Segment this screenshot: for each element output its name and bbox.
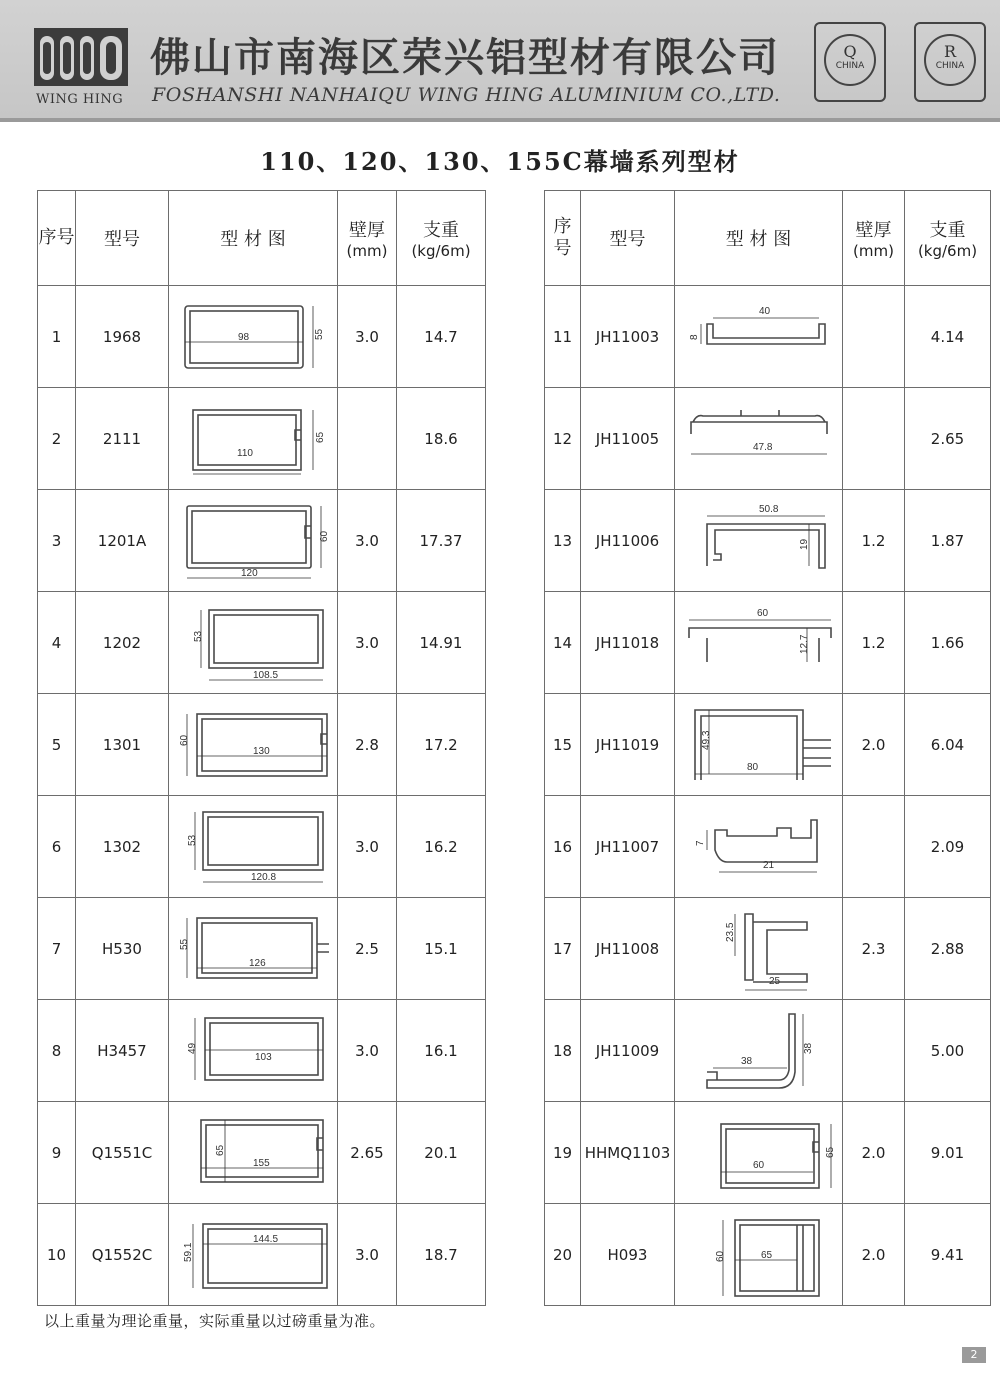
- profile-table-right: [544, 190, 991, 1306]
- row-thickness: 3.0: [338, 286, 397, 388]
- row-weight: 9.01: [905, 1102, 991, 1204]
- profile-figure: [169, 1000, 338, 1102]
- row-model: H3457: [76, 1000, 169, 1102]
- profile-drawing: [679, 802, 839, 892]
- profile-drawing: [679, 1210, 839, 1300]
- dim-height: 12.7: [798, 634, 810, 654]
- row-thickness: 3.0: [338, 796, 397, 898]
- row-model: JH11003: [581, 286, 675, 388]
- row-seq: 8: [38, 1000, 76, 1102]
- row-weight: 14.91: [397, 592, 486, 694]
- weight-label: 支重: [423, 220, 459, 241]
- row-seq: 12: [545, 388, 581, 490]
- dim-height: 60: [179, 734, 190, 746]
- profile-figure: [169, 1204, 338, 1306]
- dim-height: 55: [314, 328, 325, 340]
- profile-drawing: [173, 496, 333, 586]
- profile-figure: [169, 898, 338, 1000]
- profile-figure: [675, 898, 843, 1000]
- weight-unit: (kg/6m): [917, 242, 978, 260]
- table-row: [545, 1102, 991, 1204]
- profile-figure: [675, 1204, 843, 1306]
- page-number: 2: [962, 1347, 986, 1363]
- row-thickness: 2.0: [843, 1102, 905, 1204]
- profile-figure: [675, 1102, 843, 1204]
- row-thickness: [843, 1000, 905, 1102]
- profile-figure: [675, 286, 843, 388]
- profile-figure: [675, 694, 843, 796]
- dim-height: 38: [802, 1042, 814, 1054]
- row-model: 1302: [76, 796, 169, 898]
- row-model: 1301: [76, 694, 169, 796]
- quality-cert-icon: [824, 34, 876, 86]
- table-row: [545, 286, 991, 388]
- col-seq-header: 序号: [545, 191, 581, 286]
- profile-drawing: [679, 598, 839, 688]
- table-row: [545, 898, 991, 1000]
- row-thickness: 3.0: [338, 1204, 397, 1306]
- row-seq: 9: [38, 1102, 76, 1204]
- company-name-en: FOSHANSHI NANHAIQU WING HING ALUMINIUM CO.,LTD.: [152, 84, 781, 106]
- row-weight: 20.1: [397, 1102, 486, 1204]
- row-thickness: 2.5: [338, 898, 397, 1000]
- dim-height: 53: [187, 834, 198, 846]
- thickness-label: 壁厚: [855, 220, 892, 241]
- cert-label: CHINA: [935, 61, 965, 71]
- table-row: [545, 1000, 991, 1102]
- row-weight: 6.04: [905, 694, 991, 796]
- row-weight: 16.1: [397, 1000, 486, 1102]
- row-model: 1202: [76, 592, 169, 694]
- dim-height: 8: [688, 333, 700, 340]
- row-seq: 20: [545, 1204, 581, 1306]
- row-model: JH11008: [581, 898, 675, 1000]
- dim-width: 50.8: [758, 503, 778, 515]
- dim-width: 155: [253, 1157, 270, 1169]
- col-weight-header: [905, 191, 991, 286]
- profile-drawing: [173, 394, 333, 484]
- row-model: HHMQ1103: [581, 1102, 675, 1204]
- row-weight: 4.14: [905, 286, 991, 388]
- row-model: JH11019: [581, 694, 675, 796]
- profile-drawing: [173, 1006, 333, 1096]
- table-row: [38, 490, 486, 592]
- table-row: [38, 796, 486, 898]
- row-model: JH11007: [581, 796, 675, 898]
- profile-figure: [169, 796, 338, 898]
- dim-width: 108.5: [253, 669, 279, 681]
- dim-height: 49: [187, 1042, 198, 1054]
- row-seq: 6: [38, 796, 76, 898]
- row-thickness: 2.8: [338, 694, 397, 796]
- row-model: 2111: [76, 388, 169, 490]
- dim-width: 126: [249, 957, 266, 969]
- row-seq: 1: [38, 286, 76, 388]
- dim-height: 60: [714, 1250, 726, 1262]
- row-seq: 19: [545, 1102, 581, 1204]
- dim-width: 65: [760, 1249, 772, 1261]
- row-model: 1968: [76, 286, 169, 388]
- row-weight: 18.6: [397, 388, 486, 490]
- dim-width: 120: [241, 567, 258, 579]
- profile-drawing: [679, 1108, 839, 1198]
- dim-width: 60: [752, 1159, 764, 1171]
- profile-figure: [169, 1102, 338, 1204]
- company-logo-icon: [34, 28, 128, 86]
- row-thickness: [338, 388, 397, 490]
- row-weight: 2.65: [905, 388, 991, 490]
- dim-width: 40: [758, 305, 770, 317]
- dim-height: 65: [315, 431, 326, 443]
- row-seq: 15: [545, 694, 581, 796]
- table-row: [545, 388, 991, 490]
- cert-letter: Q: [843, 42, 857, 61]
- dim-width: 98: [238, 331, 250, 343]
- profile-drawing: [173, 700, 333, 790]
- profile-drawing: [173, 1108, 333, 1198]
- row-model: JH11018: [581, 592, 675, 694]
- row-thickness: [843, 286, 905, 388]
- row-weight: 16.2: [397, 796, 486, 898]
- profile-drawing: [679, 1006, 839, 1096]
- profile-figure: [675, 388, 843, 490]
- dim-width: 25: [768, 975, 780, 987]
- table-row: [38, 592, 486, 694]
- row-weight: 14.7: [397, 286, 486, 388]
- row-thickness: 2.65: [338, 1102, 397, 1204]
- table-row: [38, 1000, 486, 1102]
- row-model: JH11006: [581, 490, 675, 592]
- row-thickness: 2.0: [843, 694, 905, 796]
- profile-drawing: [173, 1210, 333, 1300]
- dim-height: 53: [193, 630, 204, 642]
- row-thickness: 3.0: [338, 1000, 397, 1102]
- row-weight: 1.87: [905, 490, 991, 592]
- profile-drawing: [679, 904, 839, 994]
- col-thickness-header: [843, 191, 905, 286]
- registration-cert-icon: [924, 34, 976, 86]
- thickness-unit: (mm): [346, 242, 388, 260]
- dim-width: 47.8: [752, 441, 772, 453]
- dim-width: 60: [756, 607, 768, 619]
- row-thickness: 2.0: [843, 1204, 905, 1306]
- table-header-row: [545, 191, 991, 286]
- weight-unit: (kg/6m): [411, 242, 471, 260]
- weight-footnote: 以上重量为理论重量，实际重量以过磅重量为准。: [44, 1312, 386, 1330]
- registration-cert-badge: [914, 22, 986, 102]
- row-thickness: 1.2: [843, 592, 905, 694]
- dim-height: 49.3: [700, 730, 712, 750]
- col-thickness-header: [338, 191, 397, 286]
- row-weight: 15.1: [397, 898, 486, 1000]
- col-model-header: 型号: [76, 191, 169, 286]
- col-seq-header: 序号: [38, 191, 76, 286]
- row-weight: 17.2: [397, 694, 486, 796]
- dim-width: 110: [237, 447, 253, 459]
- row-thickness: 1.2: [843, 490, 905, 592]
- table-row: [38, 1102, 486, 1204]
- row-weight: 18.7: [397, 1204, 486, 1306]
- row-model: JH11009: [581, 1000, 675, 1102]
- dim-width: 103: [255, 1051, 272, 1063]
- row-seq: 5: [38, 694, 76, 796]
- profile-figure: [675, 796, 843, 898]
- row-seq: 11: [545, 286, 581, 388]
- dim-height: 23.5: [724, 922, 736, 942]
- company-name-cn: 佛山市南海区荣兴铝型材有限公司: [150, 34, 780, 81]
- row-seq: 2: [38, 388, 76, 490]
- row-seq: 7: [38, 898, 76, 1000]
- table-row: [38, 898, 486, 1000]
- row-seq: 17: [545, 898, 581, 1000]
- profile-drawing: [173, 598, 333, 688]
- profile-figure: [169, 592, 338, 694]
- row-model: H530: [76, 898, 169, 1000]
- col-model-header: 型号: [581, 191, 675, 286]
- dim-height: 60: [319, 530, 330, 542]
- profile-drawing: [679, 700, 839, 790]
- profile-figure: [675, 592, 843, 694]
- table-row: [545, 490, 991, 592]
- dim-width: 38: [740, 1055, 752, 1067]
- row-thickness: 3.0: [338, 490, 397, 592]
- dim-width: 144.5: [253, 1233, 279, 1245]
- row-weight: 17.37: [397, 490, 486, 592]
- cert-label: CHINA: [835, 61, 865, 71]
- row-seq: 14: [545, 592, 581, 694]
- row-model: JH11005: [581, 388, 675, 490]
- profile-figure: [675, 490, 843, 592]
- profile-drawing: [679, 292, 839, 382]
- row-model: H093: [581, 1204, 675, 1306]
- page-header: [0, 0, 1000, 122]
- logo-text: WING HING: [36, 92, 124, 107]
- row-thickness: [843, 796, 905, 898]
- row-seq: 4: [38, 592, 76, 694]
- dim-width: 120.8: [251, 871, 277, 883]
- profile-drawing: [173, 292, 333, 382]
- table-row: [38, 1204, 486, 1306]
- table-row: [545, 796, 991, 898]
- row-model: Q1552C: [76, 1204, 169, 1306]
- row-seq: 13: [545, 490, 581, 592]
- dim-width: 130: [253, 745, 270, 757]
- dim-height: 65: [824, 1146, 836, 1158]
- col-weight-header: [397, 191, 486, 286]
- row-weight: 9.41: [905, 1204, 991, 1306]
- row-thickness: 3.0: [338, 592, 397, 694]
- thickness-label: 壁厚: [349, 220, 385, 241]
- profile-drawing: [173, 802, 333, 892]
- dim-width: 80: [746, 761, 758, 773]
- profile-drawing: [173, 904, 333, 994]
- profile-figure: [169, 694, 338, 796]
- table-row: [38, 286, 486, 388]
- profile-drawing: [679, 496, 839, 586]
- thickness-unit: (mm): [853, 242, 894, 260]
- dim-height: 19: [798, 538, 810, 550]
- weight-label: 支重: [929, 220, 966, 241]
- profile-figure: [169, 388, 338, 490]
- table-row: [38, 694, 486, 796]
- table-row: [38, 388, 486, 490]
- table-row: [545, 592, 991, 694]
- row-weight: 1.66: [905, 592, 991, 694]
- row-weight: 2.09: [905, 796, 991, 898]
- row-weight: 2.88: [905, 898, 991, 1000]
- row-weight: 5.00: [905, 1000, 991, 1102]
- dim-height: 55: [179, 938, 190, 950]
- row-thickness: [843, 388, 905, 490]
- row-seq: 10: [38, 1204, 76, 1306]
- profile-drawing: [679, 394, 839, 484]
- row-thickness: 2.3: [843, 898, 905, 1000]
- col-figure-header: 型 材 图: [675, 191, 843, 286]
- row-seq: 16: [545, 796, 581, 898]
- dim-height: 59.1: [183, 1242, 194, 1262]
- quality-cert-badge: [814, 22, 886, 102]
- profile-table-left: [37, 190, 486, 1306]
- table-row: [545, 1204, 991, 1306]
- col-figure-header: 型 材 图: [169, 191, 338, 286]
- profile-figure: [169, 286, 338, 388]
- table-row: [545, 694, 991, 796]
- cert-letter: R: [943, 42, 957, 61]
- profile-figure: [169, 490, 338, 592]
- row-seq: 3: [38, 490, 76, 592]
- dim-width: 21: [762, 859, 774, 871]
- dim-height: 7: [694, 839, 706, 846]
- profile-figure: [675, 1000, 843, 1102]
- row-model: Q1551C: [76, 1102, 169, 1204]
- page-title: 110、120、130、155C幕墙系列型材: [260, 147, 740, 176]
- row-seq: 18: [545, 1000, 581, 1102]
- row-model: 1201A: [76, 490, 169, 592]
- table-header-row: [38, 191, 486, 286]
- dim-height: 65: [215, 1144, 226, 1156]
